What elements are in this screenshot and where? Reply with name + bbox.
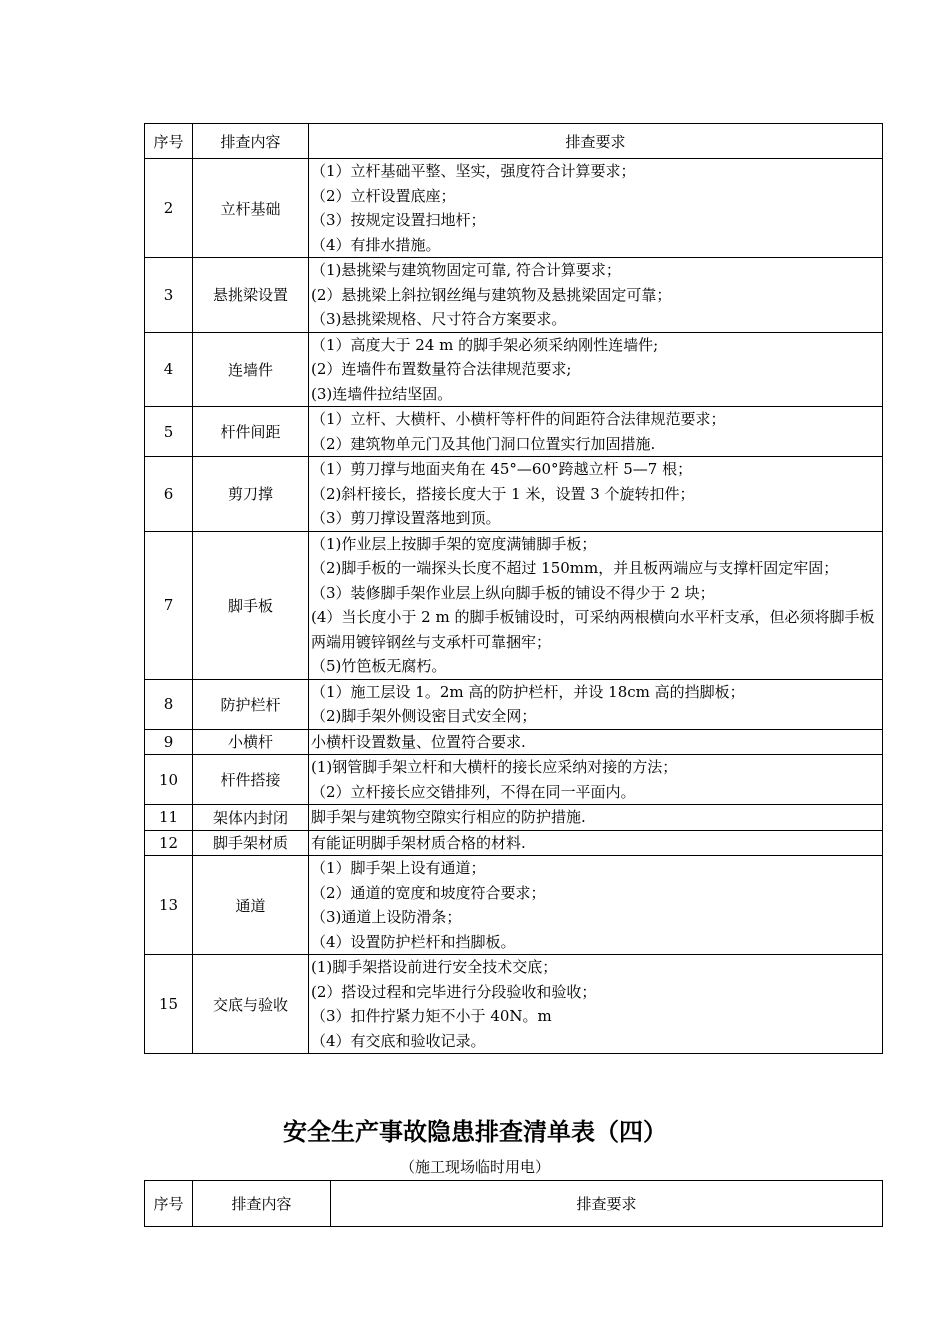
requirement-line: （3)通道上设防滑条； <box>311 908 462 926</box>
table-row <box>145 679 883 729</box>
requirement-line: 小横杆设置数量、位置符合要求. <box>311 732 526 751</box>
table-row <box>145 856 883 955</box>
row-item-name: 小横杆 <box>193 729 309 755</box>
table-header-row <box>145 124 883 159</box>
table-row <box>145 729 883 755</box>
row-item-name: 交底与验收 <box>193 955 309 1054</box>
row-item-name: 剪刀撑 <box>193 457 309 532</box>
requirement-line: （3)悬挑梁规格、尺寸符合方案要求。 <box>311 310 567 328</box>
checklist-table-scaffold <box>144 123 883 1054</box>
requirement-line: （3）扣件拧紧力矩不小于 40N。m <box>311 1007 552 1025</box>
requirement-line: 脚手架与建筑物空隙实行相应的防护措施. <box>311 808 586 826</box>
row-requirements <box>309 258 883 333</box>
requirement-line: （3）按规定设置扫地杆； <box>311 211 486 229</box>
row-requirements <box>309 729 883 755</box>
requirement-line: （4）有交底和验收记录。 <box>311 1031 486 1050</box>
row-item-name: 立杆基础 <box>193 159 309 258</box>
row-number: 10 <box>145 755 193 805</box>
requirement-line: （5)竹笆板无腐朽。 <box>311 657 447 675</box>
row-number: 3 <box>145 258 193 333</box>
requirement-line: 有能证明脚手架材质合格的材料. <box>311 833 526 852</box>
row-requirements <box>309 955 883 1054</box>
header-content: 排查内容 <box>193 124 309 159</box>
row-item-name: 通道 <box>193 856 309 955</box>
row-requirements <box>309 856 883 955</box>
requirement-line: （3）装修脚手架作业层上纵向脚手板的铺设不得少于 2 块； <box>311 583 715 602</box>
requirement-line: (2）搭设过程和完毕进行分段验收和验收； <box>311 982 597 1001</box>
row-requirements <box>309 679 883 729</box>
row-requirements <box>309 755 883 805</box>
requirement-line: (2）连墙件布置数量符合法律规范要求; <box>311 360 572 378</box>
requirement-line: (4）当长度小于 2 m 的脚手板铺设时，可采纳两根横向水平杆支承，但必须将脚手板两端用镀锌钢丝与支承杆可靠捆牢； <box>311 608 875 651</box>
requirement-line: （1）脚手架上设有通道； <box>311 859 486 877</box>
row-number: 11 <box>145 805 193 831</box>
section-title: 安全生产事故隐患排查清单表（四） <box>283 1118 667 1146</box>
header-num: 序号 <box>145 1181 193 1227</box>
table-row <box>145 830 883 856</box>
row-number: 4 <box>145 332 193 407</box>
requirement-line: （2）立杆设置底座； <box>311 186 456 205</box>
row-number: 8 <box>145 679 193 729</box>
row-number: 2 <box>145 159 193 258</box>
table-row <box>145 332 883 407</box>
table-row <box>145 531 883 679</box>
requirement-line: （1)悬挑梁与建筑物固定可靠, 符合计算要求； <box>311 261 621 279</box>
row-item-name: 脚手板 <box>193 531 309 679</box>
requirement-line: （1）施工层设 1。2m 高的防护栏杆，并设 18cm 高的挡脚板； <box>311 682 745 701</box>
row-number: 5 <box>145 407 193 457</box>
requirement-line: （1）高度大于 24 m 的脚手架必须采纳刚性连墙件; <box>311 335 659 354</box>
row-number: 15 <box>145 955 193 1054</box>
table-header-row <box>145 1181 883 1227</box>
row-item-name: 杆件搭接 <box>193 755 309 805</box>
row-item-name: 脚手架材质 <box>193 830 309 856</box>
row-requirements <box>309 457 883 532</box>
requirement-line: （1)作业层上按脚手架的宽度满铺脚手板； <box>311 534 597 553</box>
table-row <box>145 805 883 831</box>
row-item-name: 悬挑梁设置 <box>193 258 309 333</box>
section-subtitle: （施工现场临时用电） <box>399 1158 550 1176</box>
requirement-line: （4）有排水措施。 <box>311 235 441 254</box>
header-num: 序号 <box>145 124 193 159</box>
table-row <box>145 258 883 333</box>
row-number: 6 <box>145 457 193 532</box>
requirement-line: （2）建筑物单元门及其他门洞口位置实行加固措施. <box>311 434 656 453</box>
row-requirements <box>309 332 883 407</box>
row-item-name: 连墙件 <box>193 332 309 407</box>
header-requirements: 排查要求 <box>331 1181 883 1227</box>
row-requirements <box>309 159 883 258</box>
requirement-line: （1）立杆基础平整、坚实，强度符合计算要求； <box>311 162 636 180</box>
table-row <box>145 457 883 532</box>
row-requirements <box>309 830 883 856</box>
table-row <box>145 755 883 805</box>
requirement-line: （2)脚手板的一端探头长度不超过 150mm，并且板两端应与支撑杆固定牢固； <box>311 559 839 577</box>
table-row <box>145 955 883 1054</box>
row-number: 7 <box>145 531 193 679</box>
requirement-line: (1)脚手架搭设前进行安全技术交底； <box>311 958 558 976</box>
requirement-line: （2）通道的宽度和坡度符合要求； <box>311 883 546 902</box>
row-number: 13 <box>145 856 193 955</box>
requirement-line: （2)斜杆接长，搭接长度大于 1 米，设置 3 个旋转扣件； <box>311 484 695 503</box>
row-requirements <box>309 407 883 457</box>
row-number: 9 <box>145 729 193 755</box>
table-row <box>145 159 883 258</box>
header-requirements: 排查要求 <box>309 124 883 159</box>
requirement-line: （2)脚手架外侧设密目式安全网； <box>311 707 537 725</box>
requirement-line: (1)钢管脚手架立杆和大横杆的接长应采纳对接的方法； <box>311 758 678 776</box>
requirement-line: （3）剪刀撑设置落地到顶。 <box>311 509 501 527</box>
requirement-line: （1）剪刀撑与地面夹角在 45°—60°跨越立杆 5—7 根； <box>311 460 693 478</box>
table-row <box>145 407 883 457</box>
checklist-table-electricity <box>144 1180 883 1227</box>
row-requirements <box>309 531 883 679</box>
row-item-name: 防护栏杆 <box>193 679 309 729</box>
row-requirements <box>309 805 883 831</box>
requirement-line: （1）立杆、大横杆、小横杆等杆件的间距符合法律规范要求； <box>311 410 726 428</box>
row-item-name: 架体内封闭 <box>193 805 309 831</box>
requirement-line: (3)连墙件拉结坚固。 <box>311 384 453 403</box>
requirement-line: （2）立杆接长应交错排列，不得在同一平面内。 <box>311 782 636 801</box>
requirement-line: (2）悬挑梁上斜拉钢丝绳与建筑物及悬挑梁固定可靠； <box>311 285 672 304</box>
header-content: 排查内容 <box>193 1181 331 1227</box>
requirement-line: （4）设置防护栏杆和挡脚板。 <box>311 932 516 951</box>
row-number: 12 <box>145 830 193 856</box>
row-item-name: 杆件间距 <box>193 407 309 457</box>
